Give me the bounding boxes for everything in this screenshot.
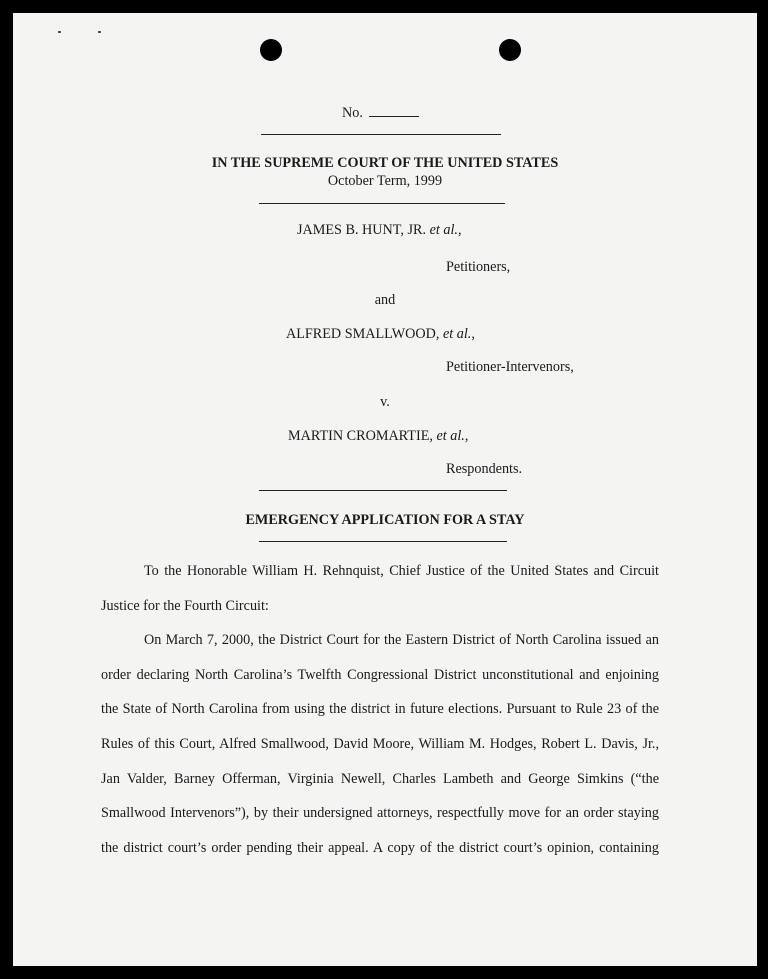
case-number-line (342, 104, 419, 122)
scan-speck (98, 31, 101, 33)
intervenor-etal: et al. (442, 326, 472, 342)
petitioner-line (297, 221, 462, 239)
petitioner-punct: , (457, 222, 462, 238)
respondent-line (288, 427, 468, 445)
scan-speck (58, 31, 61, 33)
body-line: Justice for the Fourth Circuit: (101, 597, 269, 614)
body-text (101, 554, 659, 865)
court-title: IN THE SUPREME COURT OF THE UNITED STATES (211, 155, 559, 171)
body-line: order declaring North Carolina’s Twelfth Congressional District unconstitutional and enjoining (101, 666, 659, 683)
respondent-name: MARTIN CROMARTIE, (288, 428, 433, 444)
intervenor-name: ALFRED SMALLWOOD, (286, 326, 440, 342)
respondents-role: Respondents. (446, 461, 523, 477)
versus: v. (380, 394, 390, 410)
petitioners-role: Petitioners, (446, 259, 511, 275)
divider (259, 541, 507, 542)
body-line: To the Honorable William H. Rehnquist, Chief Justice of the United States and Circuit (144, 563, 659, 579)
petitioner-name: JAMES B. HUNT, JR. (297, 222, 427, 238)
petitioner-etal: et al. (429, 222, 458, 238)
body-line: the district court’s order pending their appeal. A copy of the district court’s opinion, containing (101, 839, 659, 856)
intervenors-role: Petitioner-Intervenors, (446, 359, 574, 375)
and-word: and (374, 292, 396, 308)
punch-hole-right (499, 39, 521, 61)
respondent-punct: , (464, 428, 469, 444)
punch-hole-left (260, 39, 282, 61)
body-line: Rules of this Court, Alfred Smallwood, David Moore, William M. Hodges, Robert L. Davis, Jr., (101, 735, 659, 752)
case-number-blank (369, 104, 419, 117)
body-line: On March 7, 2000, the District Court for the Eastern District of North Carolina issued an (144, 632, 659, 649)
intervenor-punct: , (471, 326, 475, 342)
respondent-etal: et al. (436, 428, 465, 444)
divider (259, 203, 505, 204)
body-line: Smallwood Intervenors”), by their undersigned attorneys, respectfully move for an order staying (101, 805, 659, 822)
body-line: Jan Valder, Barney Offerman, Virginia Newell, Charles Lambeth and George Simkins (“the (101, 770, 659, 787)
document-title: EMERGENCY APPLICATION FOR A STAY (245, 512, 525, 528)
divider (259, 490, 507, 491)
case-number-label: No. (342, 105, 363, 121)
term: October Term, 1999 (327, 173, 443, 189)
intervenor-line (286, 325, 475, 343)
document-page (13, 13, 757, 966)
divider (261, 134, 501, 135)
body-line: the State of North Carolina from using the district in future elections. Pursuant to Rule 23 of the (101, 701, 659, 718)
